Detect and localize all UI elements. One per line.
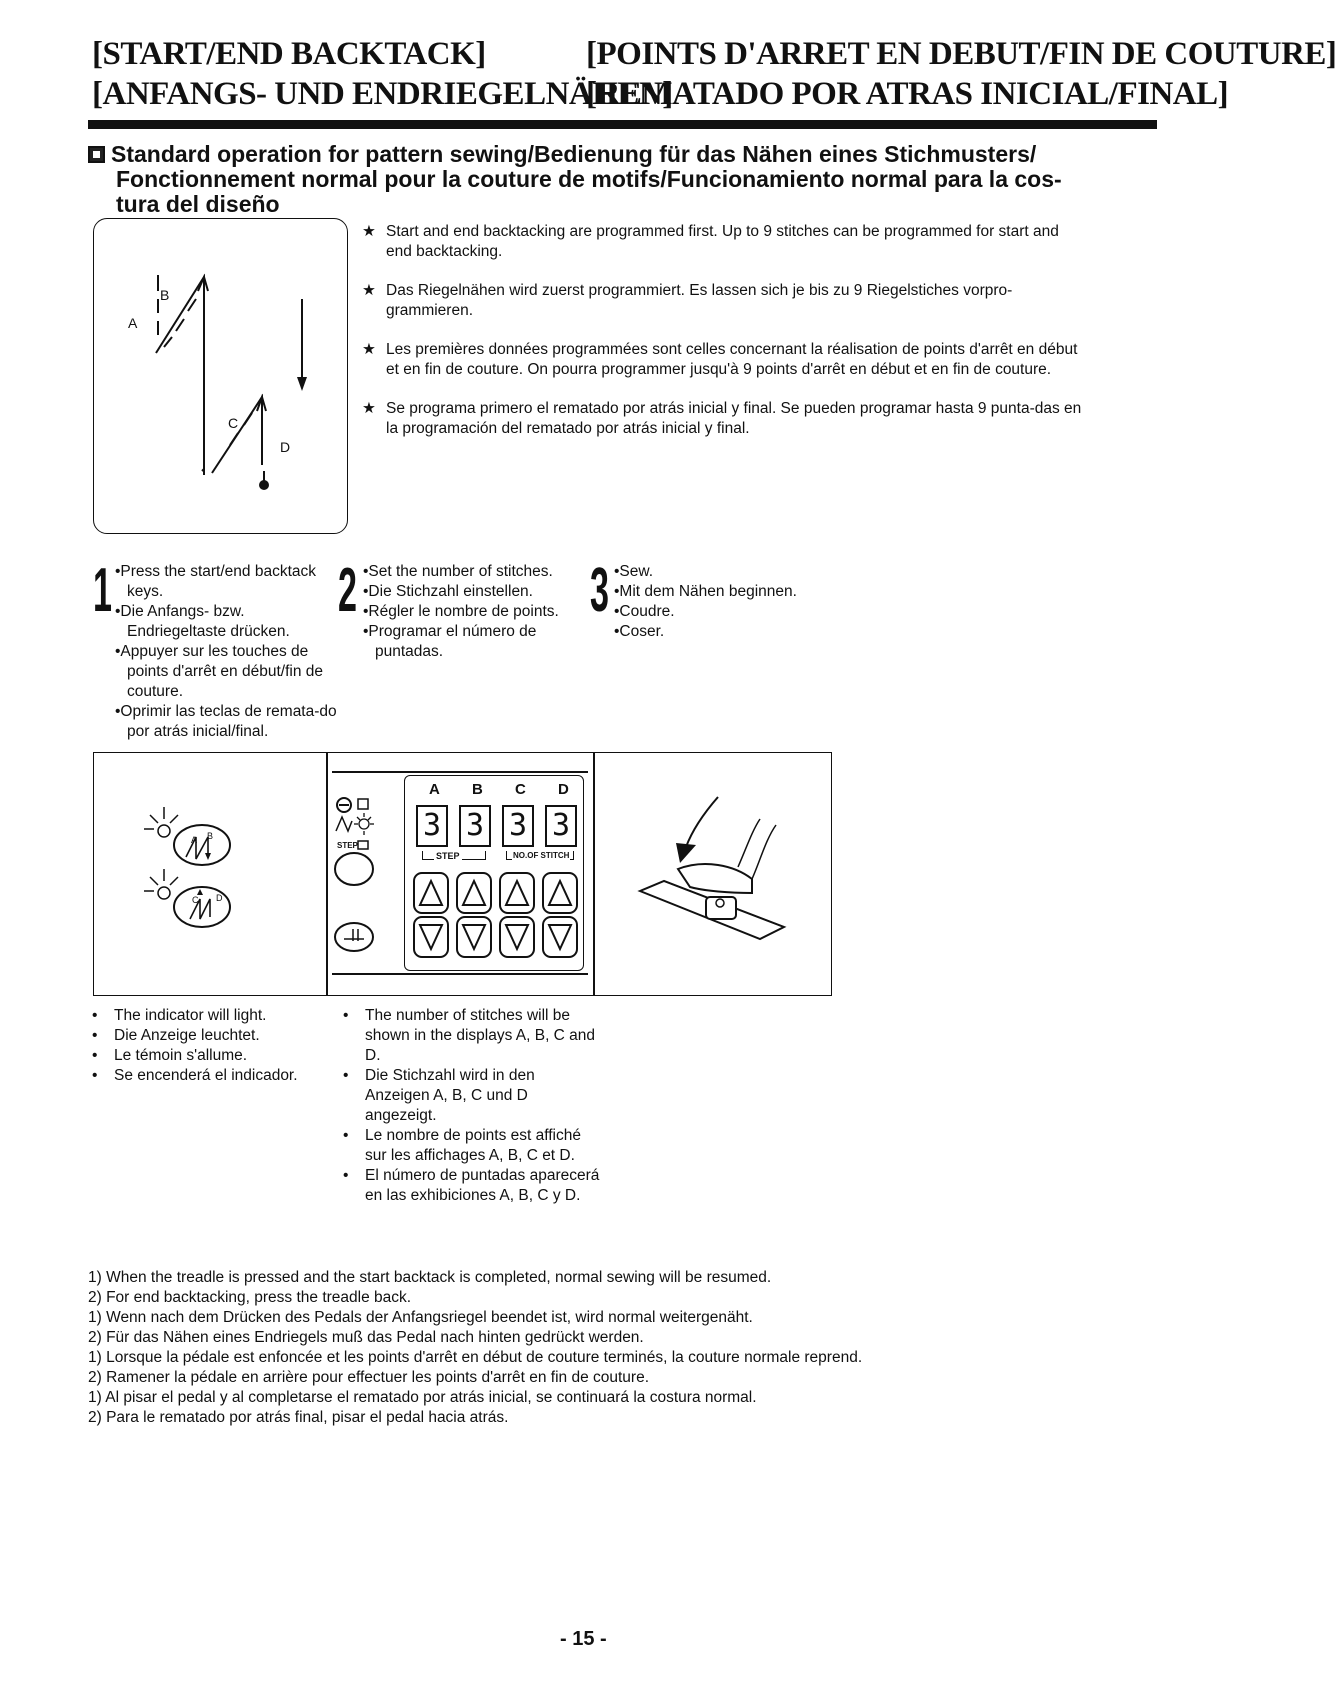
- treadle-notes: [88, 1268, 1128, 1428]
- note-fr-1: 1) Lorsque la pédale est enfoncée et les points d'arrêt en début de couture terminés, la couture normale reprend.: [88, 1349, 863, 1366]
- note-fr-2: 2) Ramener la pédale en arrière pour effectuer les points d'arrêt en fin de couture.: [88, 1369, 649, 1386]
- square-bullet-icon: [88, 146, 105, 163]
- start-key-label-b: B: [207, 831, 214, 841]
- step-3-text: •Sew. •Mit dem Nähen beginnen. •Coudre. •Coser.: [614, 563, 797, 640]
- title-es: [REMATADO POR ATRAS INICIAL/FINAL]: [586, 76, 1229, 112]
- title-rule: [88, 120, 1157, 129]
- backtack-manual-key[interactable]: [335, 923, 373, 951]
- step-2-number: 2: [338, 556, 357, 625]
- down-key-b[interactable]: [457, 917, 491, 957]
- star-note-de: ★ Das Riegelnähen wird zuerst programmiert. Es lassen sich je bis zu 9 Riegelstiches vorpro-grammieren.: [362, 282, 1013, 319]
- note-es-1: 1) Al pisar el pedal y al completarse el rematado por atrás inicial, se continuará la costura normal.: [88, 1389, 757, 1406]
- stitch-bracket-label: NO.OF STITCH: [513, 851, 570, 860]
- step-2-text: •Set the number of stitches. •Die Stichzahl einstellen. •Régler le nombre de points. •Programar el número de puntadas.: [363, 563, 559, 660]
- panel-bottom-rule: [332, 973, 588, 975]
- stitch-pattern-icon: [94, 219, 349, 535]
- step-bracket-label: STEP: [436, 851, 460, 861]
- star-note-fr: ★ Les premières données programmées sont celles concernant la réalisation de points d'arrêt en début et en fin de couture. On pourra programmer jusqu'à 9 points d'arrêt en début et en fin de couture.: [362, 341, 1078, 378]
- programming-notes: [362, 222, 1082, 458]
- display-notes: • The number of stitches will be shown in the displays A, B, C and D. • Die Stichzahl wird in den Anzeigen A, B, C und D angezeigt. • Le nombre de points est affiché sur les affichages A, B, C et D. • El número de puntadas aparecerá en las exhibiciones A, B, C y D.: [343, 1007, 600, 1204]
- panel-top-rule: [332, 771, 588, 773]
- backtack-keys-illustration: [144, 793, 284, 963]
- mode-controls: [334, 791, 400, 971]
- up-key-c[interactable]: [500, 873, 534, 913]
- start-backtack-key[interactable]: [144, 807, 230, 865]
- title-de: [ANFANGS- UND ENDRIEGELNÄHEN]: [92, 76, 673, 112]
- display-b: 3: [459, 805, 491, 847]
- display-label-a: A: [429, 781, 440, 798]
- display-label-b: B: [472, 781, 483, 798]
- step-1-text: •Press the start/end backtack keys. •Die Anfangs- bzw. Endriegeltaste drücken. •Appuyer sur les touches de points d'arrêt en début/fin de couture. •Oprimir las teclas de remata-do por atrás inicial/final.: [115, 563, 337, 740]
- star-note-es: ★ Se programa primero el rematado por atrás inicial y final. Se pueden programar hasta 9 punta-das en la programación del rematado por atrás inicial y final.: [362, 400, 1082, 437]
- note-en-1: 1) When the treadle is pressed and the start backtack is completed, normal sewing will be resumed.: [88, 1269, 772, 1286]
- up-key-a[interactable]: [414, 873, 448, 913]
- treadle-pedal-icon: [634, 789, 794, 949]
- up-key-b[interactable]: [457, 873, 491, 913]
- end-key-label-d: D: [216, 893, 223, 903]
- indicator-lamp-top: [358, 799, 368, 809]
- end-key-label-c: C: [192, 895, 199, 905]
- display-c: 3: [502, 805, 534, 847]
- heading-line-1: Standard operation for pattern sewing/Bedienung für das Nähen eines Stichmusters/: [111, 141, 1037, 167]
- heading-line-3: tura del diseño: [116, 191, 280, 217]
- diagram-label-a: A: [128, 315, 138, 331]
- start-key-label-a: A: [191, 835, 198, 845]
- note-en-2: 2) For end backtacking, press the treadle back.: [88, 1289, 412, 1306]
- star-note-en: ★ Start and end backtacking are programmed first. Up to 9 stitches can be programmed for start and end backtacking.: [362, 223, 1059, 260]
- step-key[interactable]: [335, 853, 373, 885]
- up-key-d[interactable]: [543, 873, 577, 913]
- diagram-label-c: C: [228, 415, 239, 431]
- stitch-diagram: [93, 218, 348, 534]
- heading-line-2: Fonctionnement normal pour la couture de motifs/Funcionamiento normal para la cos-: [116, 166, 1062, 192]
- display-a: 3: [416, 805, 448, 847]
- step-3-number: 3: [590, 556, 609, 625]
- display-d: 3: [545, 805, 577, 847]
- up-down-keys: [412, 871, 582, 961]
- section-heading: [88, 142, 1088, 217]
- panel-divider-1: [326, 753, 328, 995]
- page-number: - 15 -: [560, 1628, 607, 1650]
- step-key-label: STEP: [337, 841, 358, 850]
- display-label-d: D: [558, 781, 569, 798]
- down-key-c[interactable]: [500, 917, 534, 957]
- down-key-d[interactable]: [543, 917, 577, 957]
- indicator-notes: • The indicator will light. • Die Anzeige leuchtet. • Le témoin s'allume. • Se encenderá el indicador.: [92, 1007, 298, 1084]
- operation-panel: [93, 752, 832, 996]
- panel-divider-2: [593, 753, 595, 995]
- title-en: [START/END BACKTACK]: [92, 36, 486, 72]
- note-de-2: 2) Für das Nähen eines Endriegels muß das Pedal nach hinten gedrückt werden.: [88, 1329, 644, 1346]
- title-fr: [POINTS D'ARRET EN DEBUT/FIN DE COUTURE]: [586, 36, 1336, 72]
- step-1-number: 1: [93, 556, 112, 625]
- display-label-c: C: [515, 781, 526, 798]
- down-key-a[interactable]: [414, 917, 448, 957]
- diagram-label-b: B: [160, 287, 170, 303]
- diagram-label-d: D: [280, 439, 291, 455]
- note-de-1: 1) Wenn nach dem Drücken des Pedals der Anfangsriegel beendet ist, wird normal weitergenäht.: [88, 1309, 753, 1326]
- note-es-2: 2) Para le rematado por atrás final, pisar el pedal hacia atrás.: [88, 1409, 509, 1426]
